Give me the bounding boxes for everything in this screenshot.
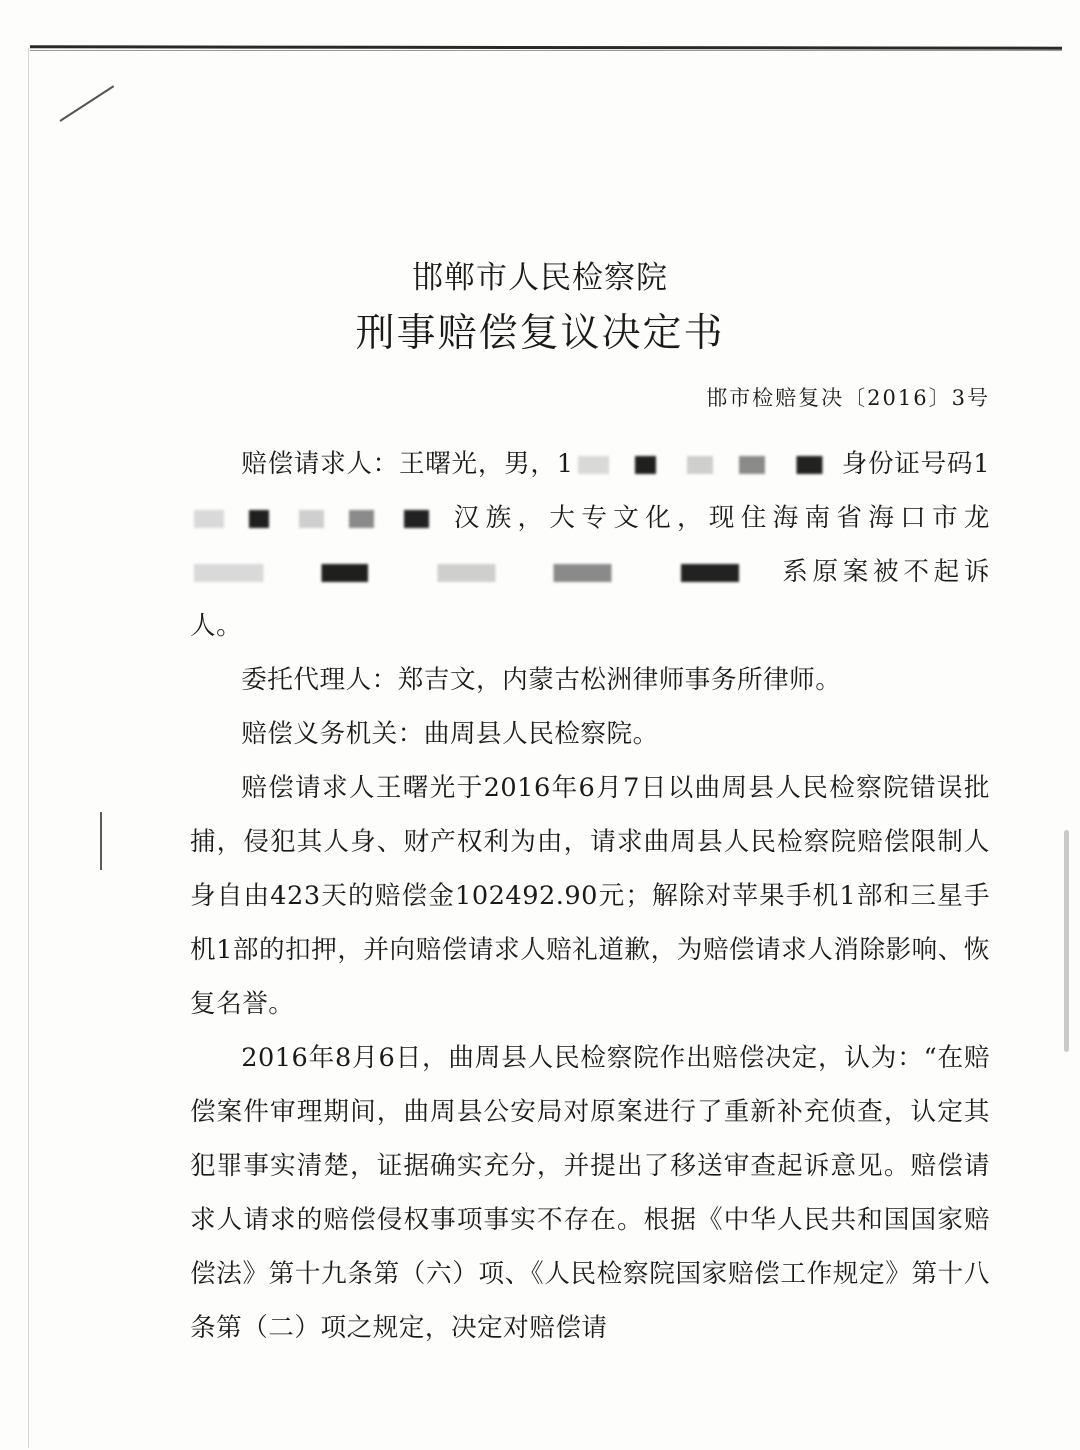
redacted-id-number bbox=[194, 510, 444, 528]
redacted-address bbox=[194, 564, 774, 582]
claimant-status-text: 系原案被不起诉人。 bbox=[190, 557, 990, 641]
claimant-name-text: 赔偿请求人：王曙光，男，1 bbox=[241, 449, 574, 479]
decision-paragraph: 2016年8月6日，曲周县人民检察院作出赔偿决定，认为：“在赔偿案件审理期间，曲周县公安局对原案进行了重新补充侦查，认定其犯罪事实清楚，证据确实充分，并提出了移送审查起诉意见。赔偿请求人请求的赔偿侵权事项事实不存在。根据《中华人民共和国国家赔偿法》第十九条第（六）项、《人民检察院国家赔偿工作规定》第十八条第（二）项之规定，决定对赔偿请 bbox=[190, 1043, 990, 1343]
pen-mark bbox=[59, 85, 114, 122]
scrollbar-thumb bbox=[1064, 830, 1069, 1052]
request-paragraph: 赔偿请求人王曙光于2016年6月7日以曲周县人民检察院错误批捕，侵犯其人身、财产权利为由，请求曲周县人民检察院赔偿限制人身自由423天的赔偿金102492.90元；解除对苹果手机1部和三星手机1部的扣押，并向赔偿请求人赔礼道歉，为赔偿请求人消除影响、恢复名誉。 bbox=[190, 773, 990, 1019]
document-body bbox=[190, 437, 990, 1355]
document-number: 邯市检赔复决〔2016〕3号 bbox=[706, 386, 990, 410]
obligor-paragraph: 赔偿义务机关：曲周县人民检察院。 bbox=[241, 719, 659, 749]
claimant-paragraph bbox=[190, 437, 990, 653]
id-label-text: 身份证号码1 bbox=[841, 449, 990, 479]
residence-text: 汉族，大专文化，现住海南省海口市龙 bbox=[448, 503, 990, 533]
agent-paragraph: 委托代理人：郑吉文，内蒙古松洲律师事务所律师。 bbox=[241, 665, 842, 695]
page-top-rule-shadow bbox=[30, 50, 1062, 51]
margin-mark bbox=[100, 812, 102, 870]
document-title: 刑事赔偿复议决定书 bbox=[355, 311, 725, 356]
organization-title: 邯郸市人民检察院 bbox=[412, 260, 668, 296]
redacted-birthdate bbox=[578, 456, 838, 474]
